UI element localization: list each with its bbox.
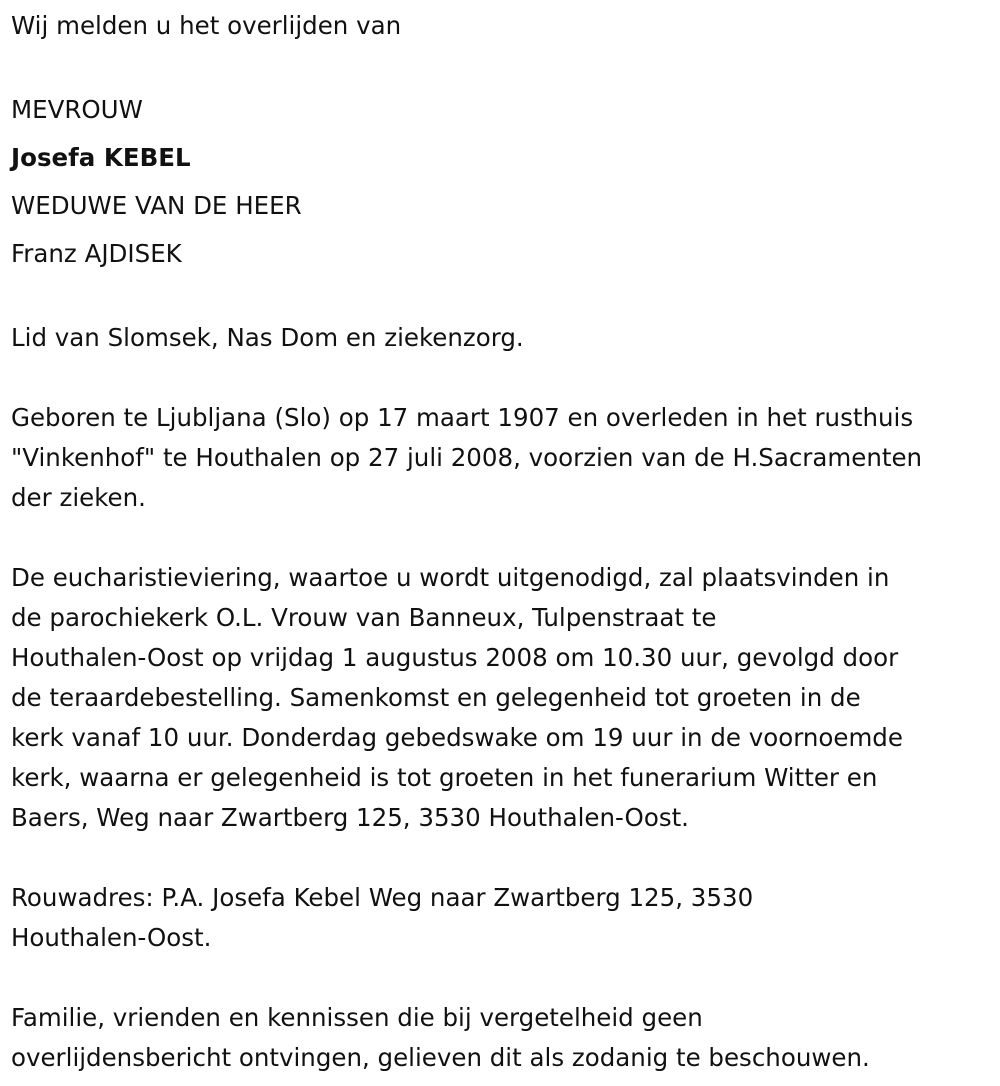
spacer — [11, 46, 1000, 86]
paragraph-line: de teraardebestelling. Samenkomst en gelegenheid tot groeten in de — [11, 683, 861, 712]
paragraph-line: Geboren te Ljubljana (Slo) op 17 maart 1907 en overleden in het rusthuis — [11, 403, 914, 432]
membership-text: Lid van Slomsek, Nas Dom en ziekenzorg. — [11, 323, 524, 352]
spacer — [11, 518, 1000, 558]
paragraph-line: Familie, vrienden en kennissen die bij vergetelheid geen — [11, 1003, 703, 1032]
paragraph-line: Baers, Weg naar Zwartberg 125, 3530 Houthalen-Oost. — [11, 803, 689, 832]
closing-paragraph — [11, 998, 1000, 1078]
paragraph-line: Houthalen-Oost op vrijdag 1 augustus 2008 om 10.30 uur, gevolgd door — [11, 643, 899, 672]
paragraph-line: Houthalen-Oost. — [11, 923, 212, 952]
spacer — [11, 358, 1000, 398]
paragraph-line: overlijdensbericht ontvingen, gelieven dit als zodanig te beschouwen. — [11, 1043, 870, 1072]
paragraph-line: kerk, waarna er gelegenheid is tot groeten in het funerarium Witter en — [11, 763, 878, 792]
paragraph-line: Rouwadres: P.A. Josefa Kebel Weg naar Zwartberg 125, 3530 — [11, 883, 754, 912]
paragraph-line: kerk vanaf 10 uur. Donderdag gebedswake om 19 uur in de voornoemde — [11, 723, 903, 752]
intro-text: Wij melden u het overlijden van — [11, 11, 402, 40]
birth-death-paragraph — [11, 398, 1000, 518]
paragraph-line: De eucharistieviering, waartoe u wordt uitgenodigd, zal plaatsvinden in — [11, 563, 890, 592]
widow-of-text: WEDUWE VAN DE HEER — [11, 191, 302, 220]
spouse-name: Franz AJDISEK — [11, 239, 182, 268]
spacer — [11, 958, 1000, 998]
paragraph-line: "Vinkenhof" te Houthalen op 27 juli 2008, voorzien van de H.Sacramenten — [11, 443, 923, 472]
title-prefix: MEVROUW — [11, 95, 143, 124]
address-paragraph — [11, 878, 1000, 958]
paragraph-line: de parochiekerk O.L. Vrouw van Banneux, Tulpenstraat te — [11, 603, 717, 632]
ceremony-paragraph — [11, 558, 1000, 838]
paragraph-line: der zieken. — [11, 483, 146, 512]
spacer — [11, 278, 1000, 318]
deceased-name: Josefa KEBEL — [11, 143, 191, 172]
spacer — [11, 838, 1000, 878]
